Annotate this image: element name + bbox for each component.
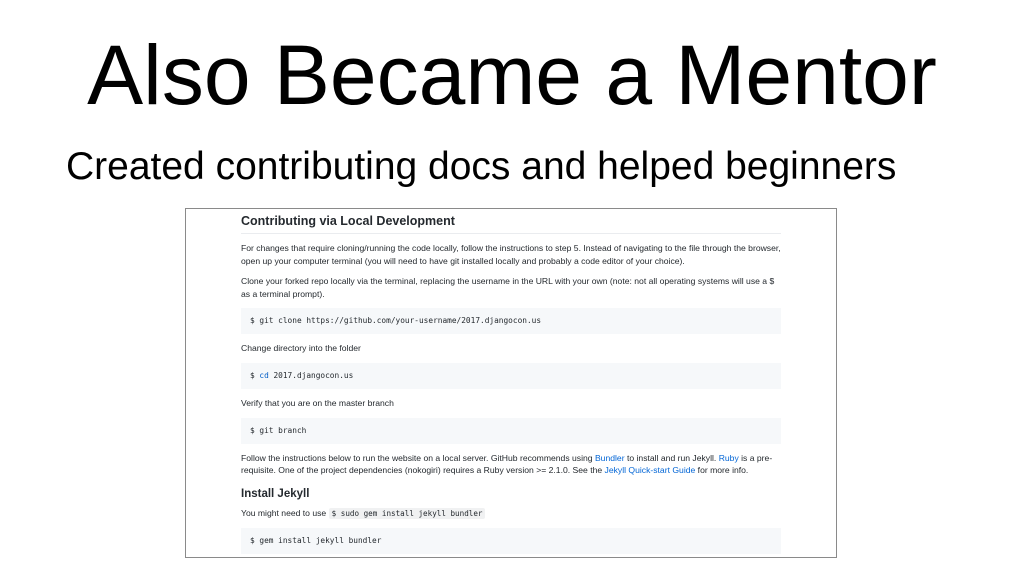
text-run: to install and run Jekyll. [624,452,719,463]
docs-screenshot [185,208,837,558]
code-command: cd [259,370,269,380]
install-jekyll-heading: Install Jekyll [241,487,310,500]
jekyll-guide-link[interactable]: Jekyll Quick-start Guide [604,465,696,476]
code-prompt: $ [250,370,260,380]
ruby-link[interactable]: Ruby [718,452,739,463]
doc-paragraph-clone: Clone your forked repo locally via the terminal, replacing the username in the URL with your own (note: not all operating systems will use a $ as a terminal prompt). [241,276,775,299]
slide-subtitle: Created contributing docs and helped beginners [66,145,897,188]
contributing-doc [241,209,781,554]
code-block-gem: $ gem install jekyll bundler [241,528,781,554]
doc-paragraph-intro: For changes that require cloning/running the code locally, follow the instructions to step 5. Instead of navigating to the file through the browser, open up your computer terminal (you will need to have git installed locally and probably a code editor of your choice). [241,243,781,266]
doc-paragraph-sudo [241,507,781,521]
text-run: is a pre-requisite. One of the project dependencies (nokogiri) requires a Ruby version >= 2.1.0. See the [241,452,773,476]
text-run: Follow the instructions below to run the website on a local server. GitHub recommends using [241,452,595,463]
text-run: for more info. [695,465,749,476]
doc-heading: Contributing via Local Development [241,213,781,234]
code-block-branch: $ git branch [241,418,781,444]
code-block-cd [241,363,781,389]
code-block-clone: $ git clone https://github.com/your-username/2017.djangocon.us [241,308,781,334]
inline-code-sudo: $ sudo gem install jekyll bundler [329,508,486,519]
doc-paragraph-branch: Verify that you are on the master branch [241,397,394,408]
slide-title: Also Became a Mentor [87,28,937,122]
bundler-link[interactable]: Bundler [594,452,625,463]
text-run: You might need to use [241,507,329,518]
doc-paragraph-cd: Change directory into the folder [241,343,361,354]
doc-paragraph-server [241,452,781,477]
code-argument: 2017.djangocon.us [268,370,354,380]
